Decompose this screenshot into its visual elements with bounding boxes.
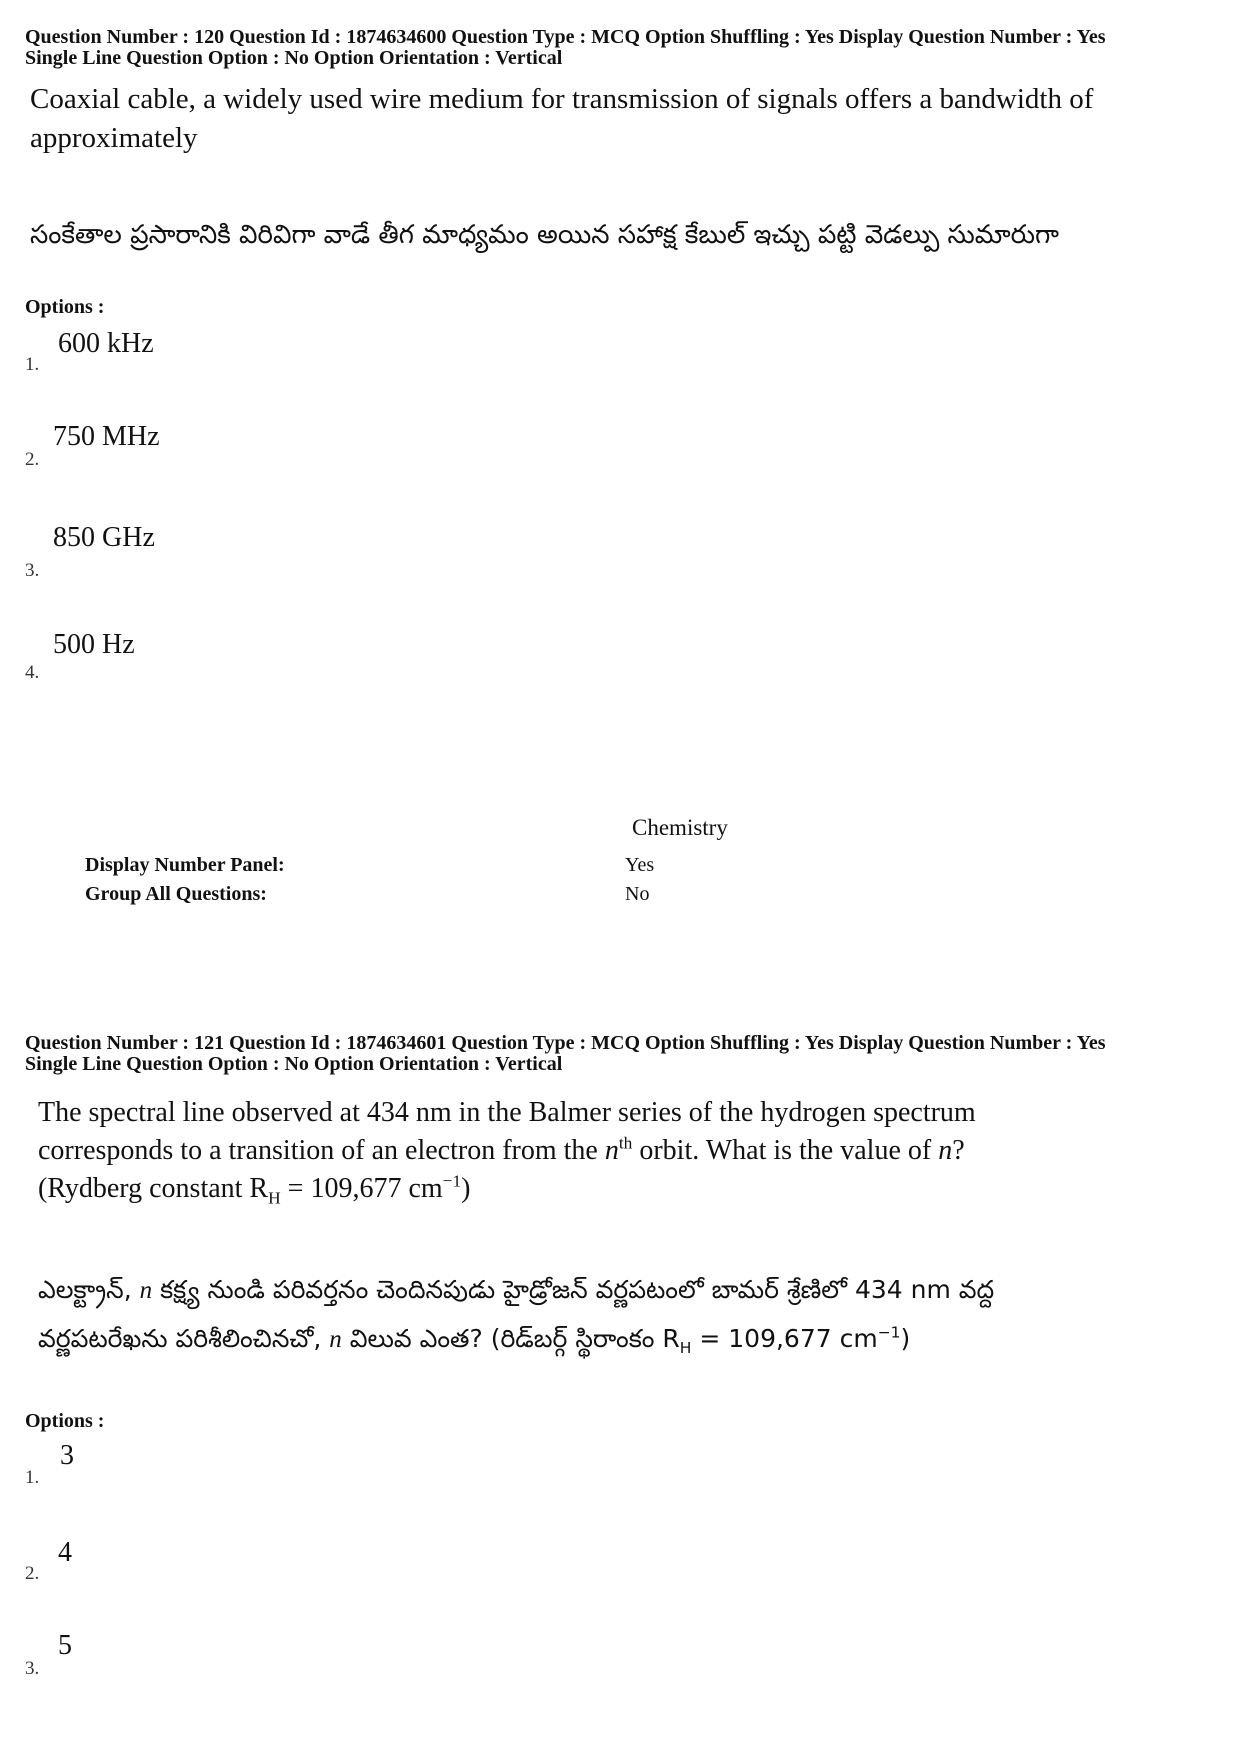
q121-option-2-number: 2. (25, 1563, 40, 1584)
q121-te-line1: ఎలక్ట్రాన్, n కక్ష్య నుండి పరివర్తనం చెందినపుడు హైడ్రోజన్ వర్ణపటంలో బామర్ శ్రేణిలో 434 nm వద్ద (38, 1275, 995, 1304)
display-number-panel-value: Yes (625, 854, 655, 876)
q121-en-line3: (Rydberg constant $R_H = 109,677$ $cm^{-1}$) (38, 1171, 471, 1208)
q120-question-telugu: సంకేతాల ప్రసారానికి విరివిగా వాడే తీగ మాధ్యమం అయిన సహాక్ష కేబుల్ ఇచ్చు పట్టి వెడల్పు సుమారుగా (30, 220, 1059, 250)
group-all-questions-label: Group All Questions: (85, 883, 267, 905)
q121-option-1[interactable]: 3 (60, 1440, 74, 1471)
q121-option-2[interactable]: 4 (58, 1537, 72, 1568)
q121-option-3-number: 3. (25, 1658, 40, 1679)
q121-question-telugu (38, 1266, 994, 1364)
q121-option-1-number: 1. (25, 1467, 40, 1488)
q121-meta-line2: Single Line Question Option : No Option Orientation : Vertical (25, 1053, 563, 1075)
q120-option-1-number: 1. (25, 354, 40, 375)
q120-option-4-number: 4. (25, 662, 40, 683)
q120-option-4[interactable]: 500 Hz (53, 629, 135, 660)
q121-meta-line1: Question Number : 121 Question Id : 1874634601 Question Type : MCQ Option Shuffling : Yes Display Question Number : Yes (25, 1032, 1106, 1054)
q121-te-line2: వర్ణపటరేఖను పరిశీలించినచో, n విలువ ఎంత? (రిడ్‌బర్గ్ స్థిరాంకం $R_H = 109,677$ $cm^{-1}$) (38, 1323, 911, 1357)
group-all-questions-value: No (625, 883, 650, 905)
q120-option-2-number: 2. (25, 449, 40, 470)
q120-option-1[interactable]: 600 kHz (58, 328, 154, 359)
q120-option-2[interactable]: 750 MHz (53, 421, 160, 452)
q121-en-line1: The spectral line observed at 434 nm in the Balmer series of the hydrogen spectrum (38, 1097, 976, 1128)
q120-meta-line2: Single Line Question Option : No Option Orientation : Vertical (25, 47, 563, 69)
q121-options-label: Options : (25, 1410, 105, 1432)
q120-option-3[interactable]: 850 GHz (53, 522, 155, 553)
section-title: Chemistry (632, 815, 728, 840)
q121-question-english (38, 1094, 976, 1208)
q121-en-line2: corresponds to a transition of an electron from the $n^{th}$ orbit. What is the value of n? (38, 1133, 965, 1166)
q120-options-label: Options : (25, 296, 105, 318)
display-number-panel-label: Display Number Panel: (85, 854, 285, 876)
q120-question-english: Coaxial cable, a widely used wire medium for transmission of signals offers a bandwidth of approximately (30, 83, 1094, 154)
q120-meta-line1: Question Number : 120 Question Id : 1874634600 Question Type : MCQ Option Shuffling : Yes Display Question Number : Yes (25, 26, 1106, 48)
q120-option-3-number: 3. (25, 560, 40, 581)
q121-option-3[interactable]: 5 (58, 1630, 72, 1661)
